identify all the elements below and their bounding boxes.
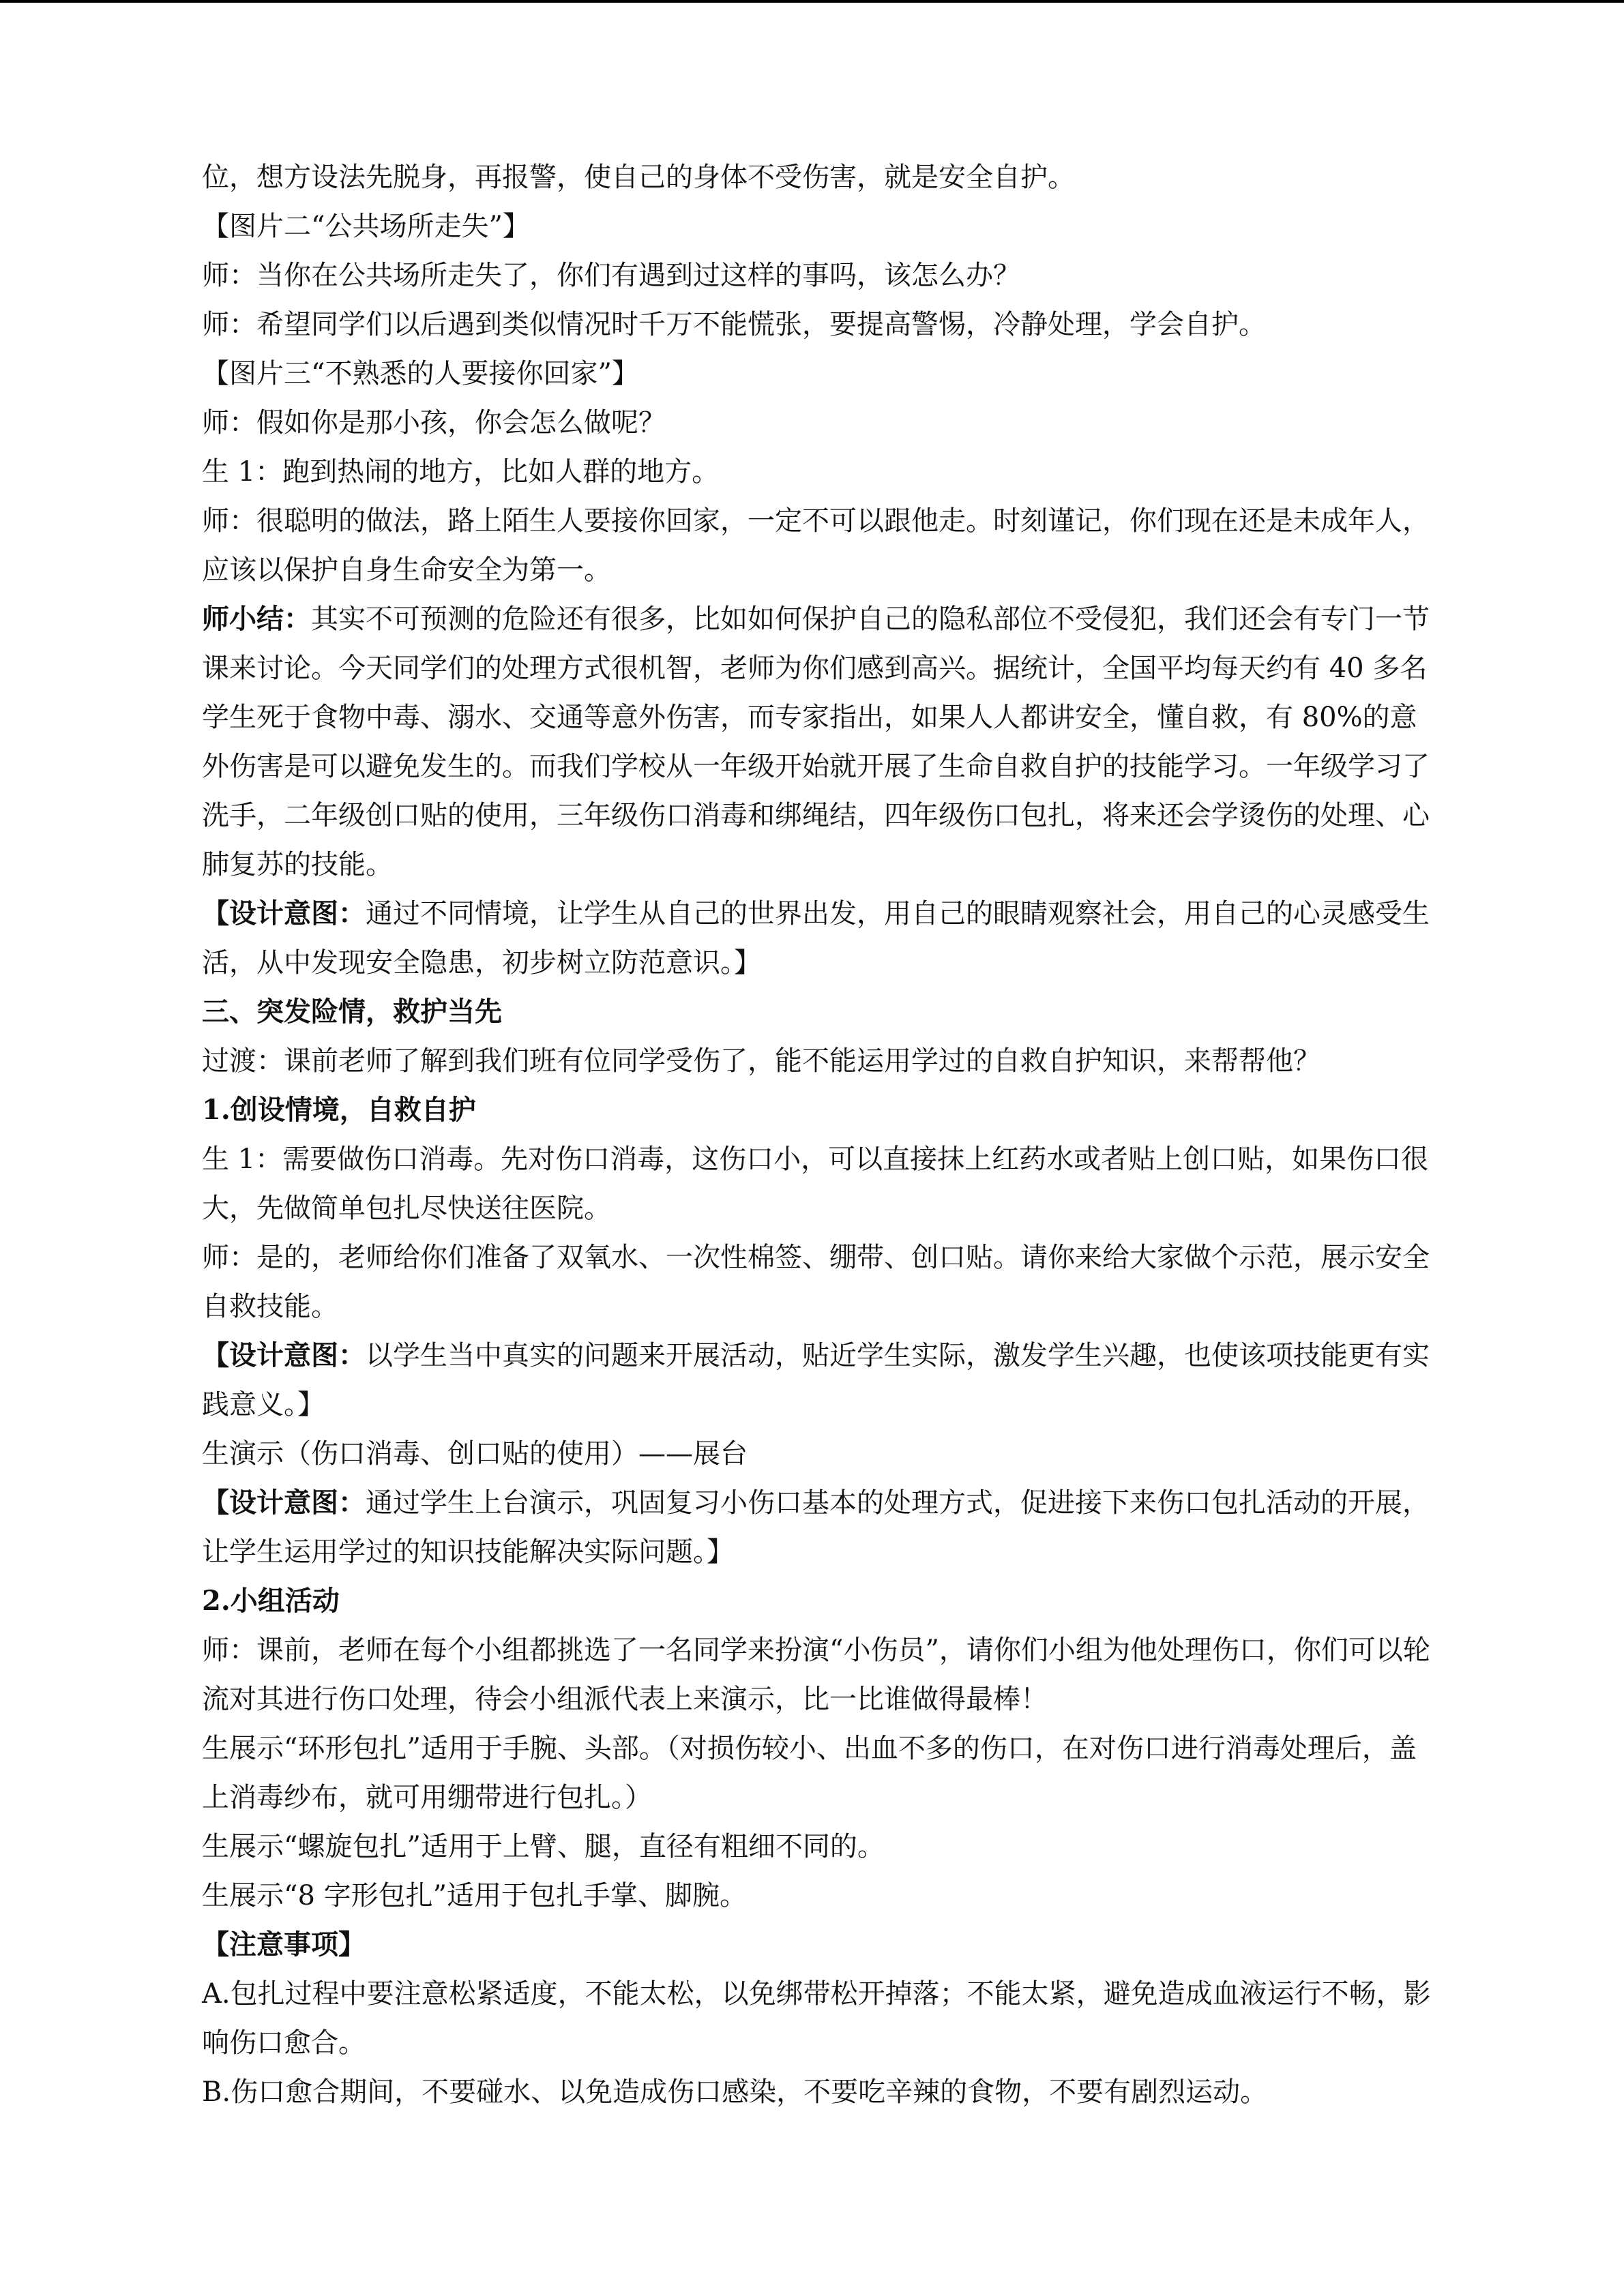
note-a: A.包扎过程中要注意松紧适度，不能太松，以免绑带松开掉落；不能太紧，避免造成血液运行不畅，影响伤口愈合。 <box>202 1978 1431 2059</box>
document-page <box>202 153 1436 2117</box>
design-intent-text: 通过学生上台演示，巩固复习小伤口基本的处理方式，促进接下来伤口包扎活动的开展，让学生运用学过的知识技能解决实际问题。】 <box>202 1487 1430 1568</box>
teacher-question-stranger: 师：假如你是那小孩，你会怎么做呢？ <box>202 407 666 438</box>
design-intent-2 <box>202 1331 1436 1429</box>
paragraph-continuation: 位，想方设法先脱身，再报警，使自己的身体不受伤害，就是安全自护。 <box>202 162 1075 193</box>
section-three-heading: 三、突发险情，救护当先 <box>202 996 502 1028</box>
notes-heading: 【注意事项】 <box>202 1928 366 1960</box>
design-intent-1 <box>202 889 1436 987</box>
transition-text: 过渡：课前老师了解到我们班有位同学受伤了，能不能运用学过的自救自护知识，来帮帮他？ <box>202 1045 1320 1077</box>
note-b: B.伤口愈合期间，不要碰水、以免造成伤口感染，不要吃辛辣的食物，不要有剧烈运动。 <box>202 2076 1268 2108</box>
subsection-one-heading: 1.创设情境，自救自护 <box>202 1094 476 1126</box>
teacher-question-lost: 师：当你在公共场所走失了，你们有遇到过这样的事吗，该怎么办？ <box>202 260 1020 291</box>
design-intent-label: 【设计意图： <box>202 1487 366 1519</box>
page-top-border <box>0 0 1624 3</box>
teacher-summary-text: 其实不可预测的危险还有很多，比如如何保护自己的隐私部位不受侵犯，我们还会有专门一节课来讨论。今天同学们的处理方式很机智，老师为你们感到高兴。据统计，全国平均每天约有 40 多名学生死于食物中毒、溺水、交通等意外伤害，而专家指出，如果人人都讲安全，懂自救，有 80%的意外伤害是可以避免发生的。而我们学校从一年级开始就开展了生命自救自护的技能学习。一年级学习了洗手，二年级创口贴的使用，三年级伤口消毒和绑绳结，四年级伤口包扎，将来还会学烫伤的处理、心肺复苏的技能。 <box>202 603 1430 880</box>
design-intent-text: 以学生当中真实的问题来开展活动，贴近学生实际，激发学生兴趣，也使该项技能更有实践意义。】 <box>202 1340 1430 1420</box>
student-answer-wound: 生 1：需要做伤口消毒。先对伤口消毒，这伤口小，可以直接抹上红药水或者贴上创口贴，如果伤口很大，先做简单包扎尽快送往医院。 <box>202 1144 1429 1224</box>
teacher-materials: 师：是的，老师给你们准备了双氧水、一次性棉签、绷带、创口贴。请你来给大家做个示范，展示安全自救技能。 <box>202 1242 1430 1322</box>
student-spiral-bandage: 生展示“螺旋包扎”适用于上臂、腿，直径有粗细不同的。 <box>202 1831 885 1862</box>
picture-two-heading: 【图片二“公共场所走失”】 <box>202 211 530 242</box>
student-figure-eight-bandage: 生展示“8 字形包扎”适用于包扎手掌、脚腕。 <box>202 1880 748 1911</box>
design-intent-3 <box>202 1478 1436 1577</box>
design-intent-label: 【设计意图： <box>202 1339 366 1371</box>
subsection-two-heading: 2.小组活动 <box>202 1585 340 1617</box>
teacher-summary <box>202 595 1436 889</box>
teacher-group-activity: 师：课前，老师在每个小组都挑选了一名同学来扮演“小伤员”，请你们小组为他处理伤口，你们可以轮流对其进行伤口处理，待会小组派代表上来演示，比一比谁做得最棒！ <box>202 1635 1430 1715</box>
student-answer-stranger: 生 1：跑到热闹的地方，比如人群的地方。 <box>202 456 720 488</box>
picture-three-heading: 【图片三“不熟悉的人要接你回家”】 <box>202 358 639 389</box>
student-ring-bandage: 生展示“环形包扎”适用于手腕、头部。（对损伤较小、出血不多的伤口，在对伤口进行消毒处理后，盖上消毒纱布，就可用绷带进行包扎。） <box>202 1733 1417 1813</box>
student-demonstration: 生演示（伤口消毒、创口贴的使用）——展台 <box>202 1438 748 1470</box>
teacher-advice-lost: 师：希望同学们以后遇到类似情况时千万不能慌张，要提高警惕，冷静处理，学会自护。 <box>202 309 1266 340</box>
teacher-summary-label: 师小结： <box>202 603 311 635</box>
design-intent-text: 通过不同情境，让学生从自己的世界出发，用自己的眼睛观察社会，用自己的心灵感受生活，从中发现安全隐患，初步树立防范意识。】 <box>202 898 1430 979</box>
design-intent-label: 【设计意图： <box>202 897 366 929</box>
teacher-response-stranger: 师：很聪明的做法，路上陌生人要接你回家，一定不可以跟他走。时刻谨记，你们现在还是未成年人，应该以保护自身生命安全为第一。 <box>202 505 1430 586</box>
